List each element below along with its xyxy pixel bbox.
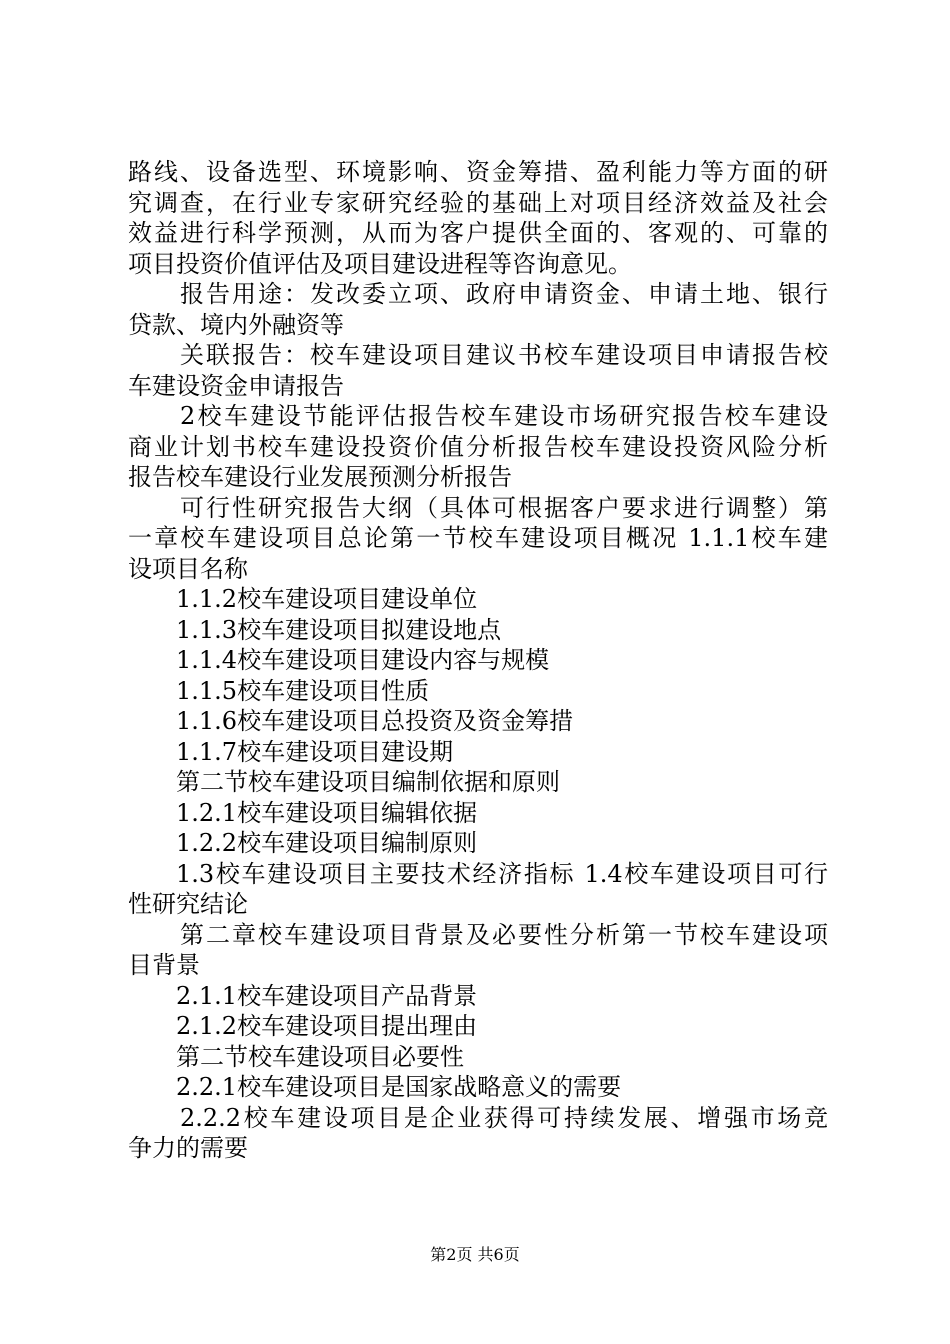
text-line: 2.2.1校车建设项目是国家战略意义的需要 — [176, 1073, 622, 1101]
text-line: 目背景 — [128, 951, 200, 979]
text-line: 性研究结论 — [128, 890, 248, 918]
text-line: 报告校车建设行业发展预测分析报告 — [128, 463, 512, 491]
text-line: 第二章校车建设项目背景及必要性分析第一节校车建设项 — [180, 920, 828, 949]
text-line: 1.1.7校车建设项目建设期 — [176, 737, 454, 766]
text-line: 1.1.2校车建设项目建设单位 — [176, 585, 478, 613]
text-line: 车建设资金申请报告 — [128, 371, 344, 400]
text-line: 可行性研究报告大纲（具体可根据客户要求进行调整）第 — [180, 493, 828, 522]
text-line: 设项目名称 — [128, 554, 248, 583]
text-line: 路线、设备选型、环境影响、资金筹措、盈利能力等方面的研 — [128, 158, 828, 186]
text-line: 关联报告：校车建设项目建议书校车建设项目申请报告校 — [180, 341, 828, 369]
text-line: 商业计划书校车建设投资价值分析报告校车建设投资风险分析 — [128, 432, 828, 461]
text-line: 1.3校车建设项目主要技术经济指标 1.4校车建设项目可行 — [176, 859, 828, 888]
text-line: 1.1.3校车建设项目拟建设地点 — [176, 615, 502, 644]
page-footer: 第2页 共6页 — [430, 1245, 520, 1264]
text-line: 争力的需要 — [128, 1134, 248, 1162]
text-line: 1.1.6校车建设项目总投资及资金筹措 — [176, 707, 574, 735]
text-line: 1.1.5校车建设项目性质 — [176, 676, 430, 705]
text-line: 贷款、境内外融资等 — [128, 310, 344, 339]
text-line: 1.1.4校车建设项目建设内容与规模 — [176, 646, 550, 674]
text-line: 第二节校车建设项目编制依据和原则 — [176, 768, 560, 796]
text-line: 2.1.2校车建设项目提出理由 — [176, 1012, 478, 1040]
text-line: 效益进行科学预测，从而为客户提供全面的、客观的、可靠的 — [128, 219, 828, 247]
text-line: 1.2.1校车建设项目编辑依据 — [176, 798, 478, 827]
text-line: 1.2.2校车建设项目编制原则 — [176, 829, 478, 857]
text-line: 第二节校车建设项目必要性 — [176, 1042, 464, 1071]
text-line: 项目投资价值评估及项目建设进程等咨询意见。 — [128, 249, 632, 278]
text-line: 2.2.2校车建设项目是企业获得可持续发展、增强市场竞 — [180, 1103, 828, 1132]
text-line: 2.1.1校车建设项目产品背景 — [176, 981, 478, 1010]
document-body — [128, 157, 828, 1164]
text-line: 究调查，在行业专家研究经验的基础上对项目经济效益及社会 — [128, 188, 828, 217]
text-line: 2校车建设节能评估报告校车建设市场研究报告校车建设 — [180, 402, 828, 430]
text-line: 报告用途：发改委立项、政府申请资金、申请土地、银行 — [180, 280, 828, 308]
text-line: 一章校车建设项目总论第一节校车建设项目概况 1.1.1校车建 — [128, 524, 828, 552]
